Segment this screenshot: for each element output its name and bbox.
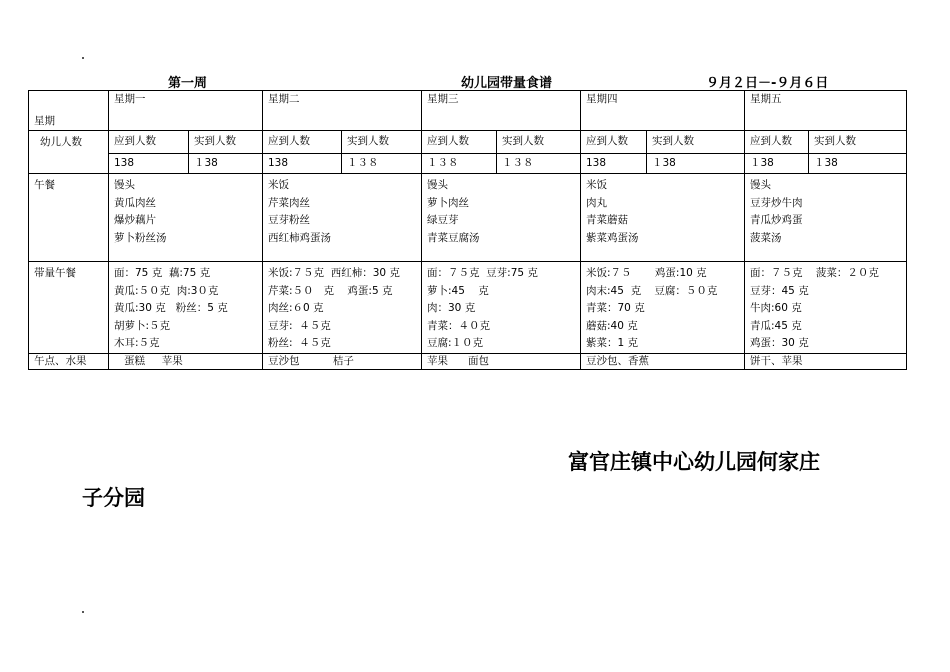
dish: 馒头 [427, 179, 448, 191]
dish: 芹菜肉丝 [268, 196, 310, 209]
ingredient: 米饭:７５ 鸡蛋:10 克 [586, 267, 707, 279]
week-label-cell: 星期 [29, 91, 109, 131]
dish: 米饭 [586, 179, 607, 191]
expected-label-thu: 应到人数 [581, 131, 647, 154]
ingredient: 胡萝卜:５克 [114, 319, 171, 332]
ingredient: 黄瓜:30 克 粉丝：5 克 [114, 302, 228, 314]
count-blank-cell [29, 154, 109, 174]
menu-title: 幼儿园带量食谱 [461, 76, 553, 91]
count-label-cell: 幼儿人数 [29, 131, 109, 154]
expected-label-tue: 应到人数 [263, 131, 342, 154]
ingredient: 黄瓜:５０克 肉:3０克 [114, 284, 219, 297]
ingredient: 青菜：４０克 [427, 319, 490, 332]
dish: 萝卜粉丝汤 [114, 231, 167, 244]
lunch-thu [581, 174, 745, 262]
dish: 爆炒藕片 [114, 214, 156, 226]
lunch-fri [745, 174, 907, 262]
dish: 黄瓜肉丝 [114, 196, 156, 209]
carry-label: 带量午餐 [29, 262, 109, 354]
actual-count-wed: １３８ [497, 154, 581, 174]
date-range: ９月２日－-９月６日 [706, 76, 829, 91]
actual-label-thu: 实到人数 [647, 131, 745, 154]
snack-fri: 饼干、苹果 [745, 353, 907, 369]
expected-label-wed: 应到人数 [422, 131, 497, 154]
lunch-row [29, 174, 907, 262]
ingredient: 粉丝: ４５克 [268, 337, 331, 349]
dish: 西红柿鸡蛋汤 [268, 231, 331, 244]
dish: 豆芽粉丝 [268, 214, 310, 226]
ingredient: 肉末:45 克 豆腐：５０克 [586, 284, 718, 297]
page-mark-bottom [82, 611, 84, 613]
ingredient: 蘑菇:40 克 [586, 319, 638, 332]
dish: 菠菜汤 [750, 231, 782, 244]
lunch-label: 午餐 [29, 174, 109, 262]
day-header-mon: 星期一 [109, 91, 263, 131]
expected-label-fri: 应到人数 [745, 131, 809, 154]
kindergarten-name-line2: 子分园 [82, 486, 145, 510]
day-header-thu: 星期四 [581, 91, 745, 131]
page-mark-top [82, 57, 84, 59]
ingredient: 牛肉:60 克 [750, 302, 802, 314]
snack-tue: 豆沙包 桔子 [263, 353, 422, 369]
ingredient: 木耳:５克 [114, 337, 160, 349]
carry-thu [581, 262, 745, 354]
ingredient: 豆芽：45 克 [750, 284, 809, 297]
expected-label-mon: 应到人数 [109, 131, 189, 154]
ingredient: 萝卜:45 克 [427, 284, 489, 297]
ingredient: 面：75 克 藕:75 克 [114, 267, 211, 279]
day-header-tue: 星期二 [263, 91, 422, 131]
actual-count-fri: １38 [809, 154, 907, 174]
actual-label-wed: 实到人数 [497, 131, 581, 154]
snack-label: 午点、水果 [29, 353, 109, 369]
ingredient: 鸡蛋：30 克 [750, 337, 809, 349]
dish: 青瓜炒鸡蛋 [750, 214, 803, 226]
ingredient: 肉丝:６0 克 [268, 302, 324, 314]
actual-count-mon: １38 [189, 154, 263, 174]
menu-table [28, 90, 907, 370]
carry-fri [745, 262, 907, 354]
carry-wed [422, 262, 581, 354]
lunch-mon [109, 174, 263, 262]
ingredient: 肉：30 克 [427, 302, 476, 314]
ingredient: 豆芽: ４５克 [268, 319, 331, 332]
day-header-wed: 星期三 [422, 91, 581, 131]
dish: 馒头 [114, 179, 135, 191]
actual-label-mon: 实到人数 [189, 131, 263, 154]
dish: 紫菜鸡蛋汤 [586, 231, 639, 244]
actual-label-fri: 实到人数 [809, 131, 907, 154]
dish: 肉丸 [586, 196, 607, 209]
carry-tue [263, 262, 422, 354]
kindergarten-name-line1: 富官庄镇中心幼儿园何家庄 [568, 450, 820, 474]
dish: 馒头 [750, 179, 771, 191]
day-header-fri: 星期五 [745, 91, 907, 131]
snack-mon: 蛋糕 苹果 [109, 353, 263, 369]
dish: 青菜豆腐汤 [427, 231, 480, 244]
dish: 青菜蘑菇 [586, 214, 628, 226]
expected-count-thu: 138 [581, 154, 647, 174]
snack-thu: 豆沙包、香蕉 [581, 353, 745, 369]
ingredient: 面：７５克 豆芽:75 克 [427, 267, 538, 279]
carry-row [29, 262, 907, 354]
week-label: 第一周 [168, 76, 208, 91]
ingredient: 紫菜：1 克 [586, 337, 639, 349]
day-header-row [29, 91, 907, 131]
snack-row [29, 353, 907, 369]
dish: 萝卜肉丝 [427, 196, 469, 209]
expected-count-fri: １38 [745, 154, 809, 174]
ingredient: 青菜：70 克 [586, 302, 645, 314]
actual-count-thu: １38 [647, 154, 745, 174]
count-value-row [29, 154, 907, 174]
expected-count-mon: 138 [109, 154, 189, 174]
dish: 绿豆芽 [427, 214, 459, 226]
lunch-wed [422, 174, 581, 262]
actual-count-tue: １３８ [342, 154, 422, 174]
carry-mon [109, 262, 263, 354]
ingredient: 青瓜:45 克 [750, 319, 802, 332]
actual-label-tue: 实到人数 [342, 131, 422, 154]
dish: 米饭 [268, 179, 289, 191]
snack-wed: 苹果 面包 [422, 353, 581, 369]
dish: 豆芽炒牛肉 [750, 196, 803, 209]
ingredient: 面：７５克 菠菜：２０克 [750, 267, 879, 279]
expected-count-tue: 138 [263, 154, 342, 174]
ingredient: 豆腐:１０克 [427, 337, 484, 349]
expected-count-wed: １３８ [422, 154, 497, 174]
ingredient: 芹菜:５０ 克 鸡蛋:5 克 [268, 284, 393, 297]
count-header-row [29, 131, 907, 154]
ingredient: 米饭:７５克 西红柿：30 克 [268, 267, 400, 279]
lunch-tue [263, 174, 422, 262]
